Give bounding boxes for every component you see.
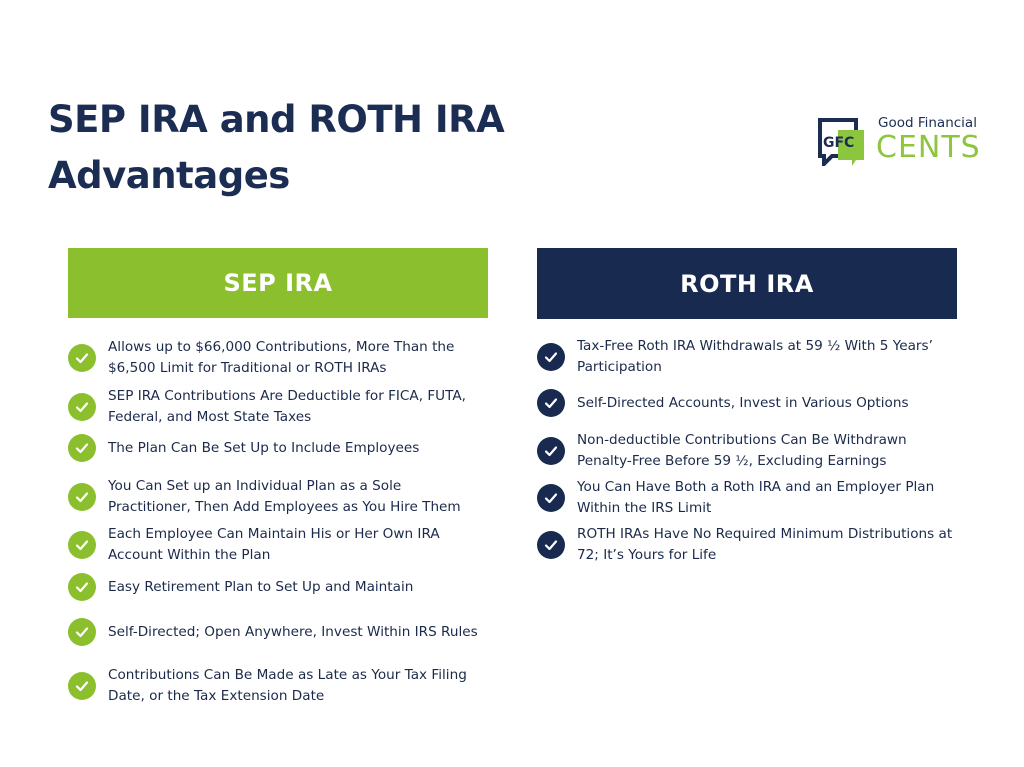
list-item [537,524,957,565]
list-item [68,337,488,378]
check-icon [68,573,96,601]
list-item-text: Self-Directed Accounts, Invest in Various Options [577,394,909,411]
check-icon [68,434,96,462]
list-item [537,336,957,377]
check-icon [537,484,565,512]
list-item [537,430,957,471]
list-item [537,389,957,417]
list-item-text: Easy Retirement Plan to Set Up and Maintain [108,578,414,595]
check-icon [537,389,565,417]
list-item-text: Allows up to $66,000 Contributions, More Than the $6,500 Limit for Traditional or ROTH IRAs [108,339,455,376]
roth-ira-column [537,248,957,563]
logo-mark-text: GFC [823,135,855,151]
sep-ira-header: SEP IRA [68,248,488,318]
check-icon [68,618,96,646]
page-title-line-2: Advantages [48,154,290,197]
logo-bottom-text: CENTS [876,130,981,165]
roth-ira-header: ROTH IRA [537,248,957,319]
list-item [68,476,488,517]
check-icon [537,437,565,465]
sep-ira-column [68,248,488,704]
list-item [68,665,488,706]
list-item [68,618,488,646]
list-item-text: You Can Have Both a Roth IRA and an Employer Plan Within the IRS Limit [577,479,935,516]
list-item-text: You Can Set up an Individual Plan as a Sole Practitioner, Then Add Employees as You Hire Them [108,478,461,515]
check-icon [68,393,96,421]
list-item-text: The Plan Can Be Set Up to Include Employees [108,439,420,456]
check-icon [68,344,96,372]
list-item-text: Each Employee Can Maintain His or Her Own IRA Account Within the Plan [108,526,440,563]
page-title [48,92,504,204]
gfc-logo-icon [816,116,868,166]
list-item-text: Contributions Can Be Made as Late as Your Tax Filing Date, or the Tax Extension Date [108,667,467,704]
list-item [68,386,488,427]
check-icon [68,483,96,511]
list-item [68,573,488,601]
list-item-text: Tax-Free Roth IRA Withdrawals at 59 ½ With 5 Years’ Participation [577,338,933,375]
list-item-text: Self-Directed; Open Anywhere, Invest Within IRS Rules [108,623,478,640]
check-icon [537,531,565,559]
brand-logo [816,114,986,168]
list-item [68,434,488,462]
list-item [68,524,488,565]
check-icon [537,343,565,371]
list-item-text: ROTH IRAs Have No Required Minimum Distributions at 72; It’s Yours for Life [577,526,953,563]
list-item [537,477,957,518]
list-item-text: Non-deductible Contributions Can Be Withdrawn Penalty-Free Before 59 ½, Excluding Earnings [577,432,907,469]
check-icon [68,531,96,559]
check-icon [68,672,96,700]
list-item-text: SEP IRA Contributions Are Deductible for FICA, FUTA, Federal, and Most State Taxes [108,388,466,425]
page-title-line-1: SEP IRA and ROTH IRA [48,98,505,141]
logo-top-text: Good Financial [878,115,977,131]
